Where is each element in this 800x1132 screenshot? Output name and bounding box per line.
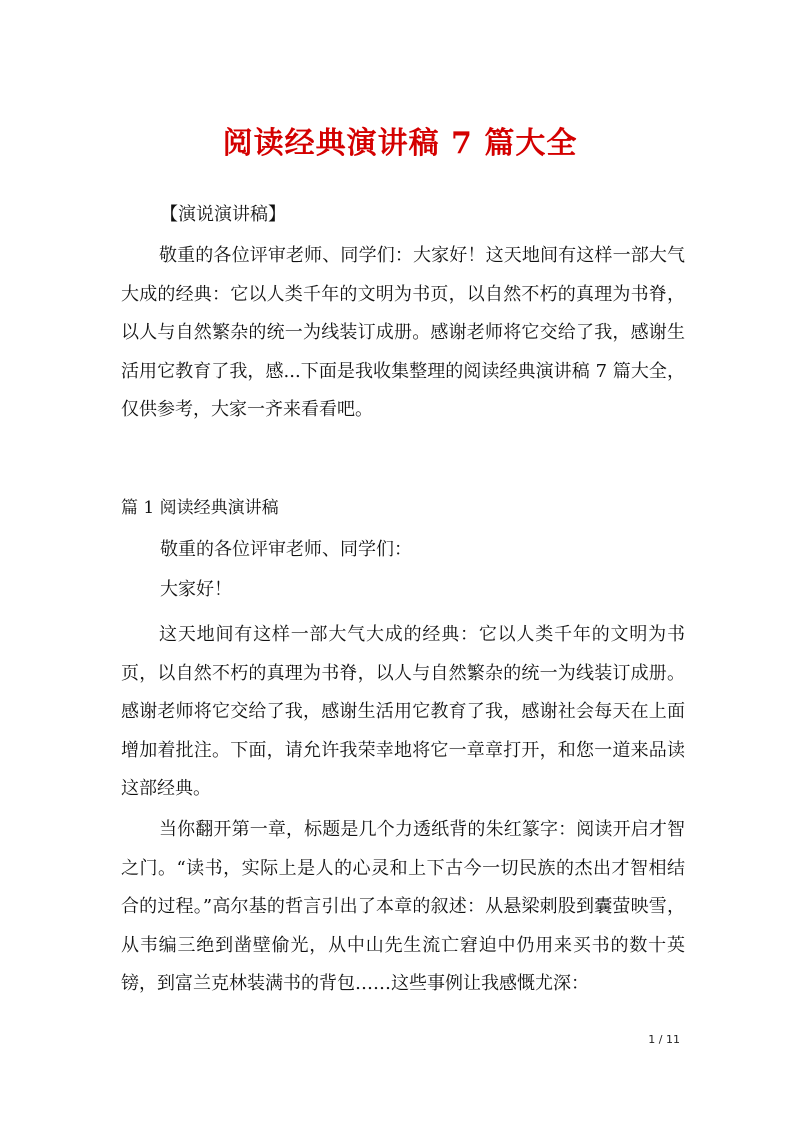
greeting-line: 敬重的各位评审老师、同学们：	[160, 539, 412, 560]
document-title: 阅读经典演讲稿 7 篇大全	[222, 126, 578, 161]
greeting-line: 大家好！	[160, 579, 232, 600]
body-paragraph: 这天地间有这样一部大气大成的经典：它以人类千年的文明为书页，以自然不朽的真理为书脊，以人与自然繁杂的统一为线装订成册。感谢老师将它交给了我，感谢生活用它教育了我，感谢社会每天在上面增加着批注。下面，请允许我荣幸地将它一章章打开，和您一道来品读这部经典。	[121, 624, 685, 799]
intro-paragraph: 敬重的各位评审老师、同学们：大家好！这天地间有这样一部大气大成的经典：它以人类千年的文明为书页，以自然不朽的真理为书脊，以人与自然繁杂的统一为线装订成册。感谢老师将它交给了我，感谢生活用它教育了我，感...下面是我收集整理的阅读经典演讲稿 7 篇大全，仅供参考，大家一齐来看看吧。	[121, 245, 685, 420]
body-paragraph: 当你翻开第一章，标题是几个力透纸背的朱红篆字：阅读开启才智之门。“读书，实际上是人的心灵和上下古今一切民族的杰出才智相结合的过程。”高尔基的哲言引出了本章的叙述：从悬梁刺股到囊萤映雪，从韦编三绝到凿壁偷光，从中山先生流亡窘迫中仍用来买书的数十英镑，到富兰克林装满书的背包……这些事例让我感慨尤深：	[121, 819, 685, 994]
chapter-heading: 篇 1 阅读经典演讲稿	[121, 498, 279, 518]
section-tag: 【演说演讲稿】	[160, 204, 286, 225]
page-number: 1 / 11	[648, 1033, 680, 1046]
